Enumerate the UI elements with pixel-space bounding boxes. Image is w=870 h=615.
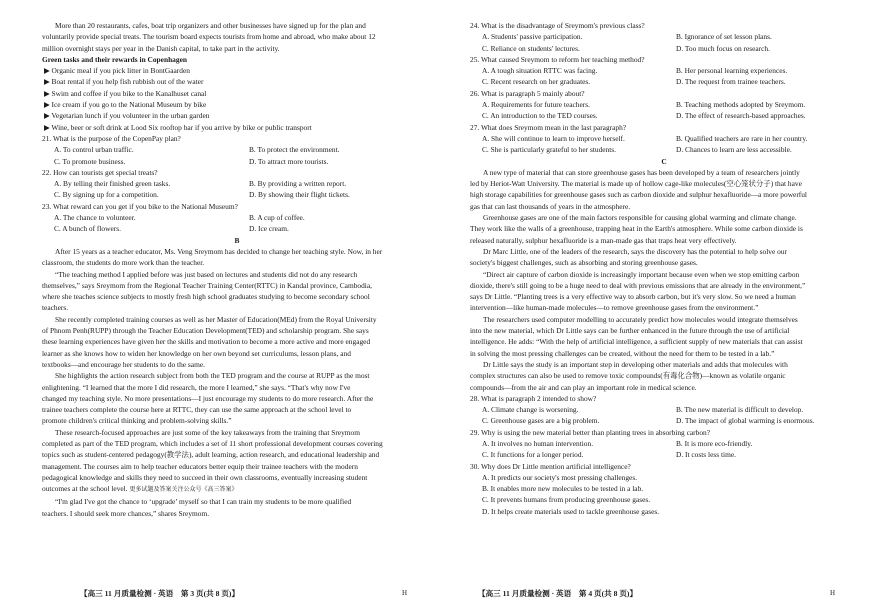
option-a: A. The chance to volunteer. — [54, 213, 136, 223]
options-row — [42, 212, 432, 223]
text-line: intelligence. He adds: “With the help of artificial intelligence, a sufficient supply of new materials that can assist — [470, 337, 803, 347]
options-row — [470, 449, 858, 460]
options-row — [42, 178, 432, 189]
text-line: Dr Marc Little, one of the leaders of the research, says the discovery has the potential to help solve our — [483, 246, 787, 256]
left-page-column — [42, 20, 432, 519]
question-29: 29. Why is using the new material better than planting trees in absorbing carbon? — [470, 427, 710, 437]
text-line: complex structures can also be used to remove toxic compounds(有毒化合物)—known as volatile organic — [470, 371, 786, 381]
text-line: She highlights the action research subject from both the TED program and the course at RUPP as the most — [55, 371, 370, 381]
text-line: gas that can last thousands of years in the atmosphere. — [470, 201, 631, 211]
text-line: textbooks—and encourage her students to do the same. — [42, 359, 205, 369]
option-a: A. It predicts our society's most pressing challenges. — [482, 472, 638, 482]
question-24: 24. What is the disadvantage of Sreymom's previous class? — [470, 21, 645, 30]
text-line: Dr Little says the study is an important step in developing other materials and adds that molecules with — [483, 359, 788, 369]
options-row — [470, 110, 858, 121]
option-c: C. By signing up for a competition. — [54, 190, 159, 200]
text-line: dioxide, there's still going to be a huge need to deal with previous emissions that are already in the environment,” — [470, 280, 806, 290]
page-footer-right: 【高三 11 月质量检测 · 英语 第 4 页(共 8 页)】 — [478, 589, 638, 598]
option-b: B. It is more eco-friendly. — [676, 438, 753, 448]
text-line: The researchers used computer modelling to accurately predict how molecules would integrate themselves — [483, 314, 798, 324]
text-line: After 15 years as a teacher educator, Ms. Veng Sreymom has decided to change her teaching style. Now, in her — [55, 246, 383, 256]
question-22: 22. How can tourists get special treats? — [42, 167, 158, 177]
question-26: 26. What is paragraph 5 mainly about? — [470, 88, 585, 98]
option-d: D. Ice cream. — [249, 224, 289, 234]
option-c: C. An introduction to the TED courses. — [482, 111, 598, 121]
option-d: D. Too much focus on research. — [676, 43, 770, 53]
option-b: B. A cup of coffee. — [249, 213, 305, 223]
list-item: ▶ Swim and coffee if you bike to the Kanalhuset canal — [44, 88, 207, 98]
option-b: B. Her personal learning experiences. — [676, 66, 788, 76]
text-line: intervention—like human-made molecules—to remove greenhouse gases from the environment.” — [470, 303, 759, 313]
question-27: 27. What does Sreymom mean in the last paragraph? — [470, 122, 627, 132]
option-a: A. By telling their finished green tasks. — [54, 179, 171, 189]
text-line: changed my teaching style. No more presentations—I just encourage my students to do more research. After the — [42, 393, 374, 403]
list-item: ▶ Ice cream if you go to the National Museum by bike — [44, 100, 207, 110]
text-line: “I'm glad I've got the chance to ‘upgrade’ myself so that I can train my students to be more qualified — [55, 497, 352, 507]
text-line: completed as part of the TED program, which includes a set of 11 short professional development courses covering — [42, 438, 383, 448]
text-line: “The teaching method I applied before was just based on lectures and students did not do any research — [55, 269, 358, 279]
option-a: A. Requirements for future teachers. — [482, 100, 590, 110]
options-row — [470, 76, 858, 87]
options-row — [470, 144, 858, 155]
text-line: “Direct air capture of carbon dioxide is increasingly important because even when we stop emitting carbon — [483, 269, 800, 279]
option-d: D. It costs less time. — [676, 450, 736, 460]
options-row — [470, 404, 858, 415]
passage-c — [470, 167, 858, 393]
text-line: of Phnom Penh(RUPP) through the Teacher Education Development(TED) and scholarship program. She says — [42, 326, 369, 336]
page-footer-left: 【高三 11 月质量检测 · 英语 第 3 页(共 8 页)】 — [80, 589, 240, 598]
options-row — [42, 223, 432, 234]
option-b: B. To protect the environment. — [249, 145, 340, 155]
options-row — [470, 99, 858, 110]
options-row — [470, 31, 858, 42]
watermark-note: 更多试题及答案关注公众号《高三答案》 — [129, 487, 238, 494]
text-line: says Dr Little. “Planting trees is a very effective way to absorb carbon, but it's very slow. So we need a human — [470, 292, 796, 302]
list-item: ▶ Wine, beer or soft drink at Lood Six rooftop bar if you arrive by bike or public transport — [44, 122, 312, 132]
option-a: A. To control urban traffic. — [54, 145, 134, 155]
option-b: B. The new material is difficult to develop. — [676, 405, 804, 415]
option-d: D. Chances to learn are less accessible. — [676, 145, 792, 155]
section-heading-c: C — [661, 156, 667, 166]
text-line: Greenhouse gases are one of the main factors responsible for causing global warming and climate change. — [483, 213, 797, 223]
options-row — [470, 133, 858, 144]
text-line: She recently completed training courses as well as her Master of Education(MEd) from the Royal University — [55, 314, 377, 324]
text-line: trainee teachers complete the course here at RTTC, they can use the same approach at the school level to — [42, 405, 352, 415]
option-a: A. A tough situation RTTC was facing. — [482, 66, 598, 76]
text-line — [42, 483, 432, 496]
text-line: where she teaches science subjects to mostly fresh high school graduates studying to become secondary school — [42, 292, 370, 302]
section-heading-b: B — [234, 235, 240, 245]
option-d: D. It helps create materials used to tackle greenhouse gases. — [482, 506, 660, 516]
options-row — [470, 43, 858, 54]
option-b: B. Ignorance of set lesson plans. — [676, 32, 772, 42]
page-mark-left: H — [402, 589, 408, 597]
section-title: Green tasks and their rewards in Copenhagen — [42, 54, 187, 64]
options-row — [42, 189, 432, 200]
text-line: promote children's critical thinking and problem-solving skills.” — [42, 416, 232, 426]
list-item: ▶ Boat rental if you help fish rubbish out of the water — [44, 77, 204, 87]
question-23: 23. What reward can you get if you bike to the National Museum? — [42, 201, 238, 211]
option-c: C. It functions for a longer period. — [482, 450, 584, 460]
options-row — [470, 438, 858, 449]
option-c: C. To promote business. — [54, 156, 126, 166]
option-b: B. Qualified teachers are rare in her country. — [676, 133, 808, 143]
option-d: D. By showing their flight tickets. — [249, 190, 350, 200]
question-21: 21. What is the purpose of the CopenPay plan? — [42, 133, 181, 143]
text-line: high storage capabilities for greenhouse gases such as carbon dioxide and sulphur hexafluoride—a more powerful — [470, 190, 807, 200]
text-line: released naturally, sulphur hexafluoride is a man-made gas that traps heat very effectively. — [470, 235, 737, 245]
text-line: million overnight stays per year in the Danish capital, to take part in the activity. — [42, 43, 280, 53]
option-c: C. It prevents humans from producing greenhouse gases. — [482, 495, 651, 505]
text-line: These research-focused approaches are just some of the key takeaways from the training that Sreymom — [55, 427, 360, 437]
option-d: D. The request from trainee teachers. — [676, 77, 786, 87]
text-line: led by Heriot-Watt University. The material is made up of hollow cage-like molecules(空心笼状分子) that have — [470, 179, 802, 189]
options-row — [42, 144, 432, 155]
option-c: C. A bunch of flowers. — [54, 224, 121, 234]
text-line: classroom, the students do more work than the teacher. — [42, 258, 205, 268]
text-line: enlightening. “I learned that the more I did research, the more I learned,” she says. “That's why now I've — [42, 382, 351, 392]
text-line: voluntarily provide special treats. The tourism board expects tourists from home and abroad, who make about 12 — [42, 32, 376, 42]
question-25: 25. What caused Sreymom to reform her teaching method? — [470, 54, 645, 64]
options-row — [470, 65, 858, 76]
option-d: D. The impact of global warming is enormous. — [676, 416, 815, 426]
text-line: themselves,” says Sreymom from the Regional Teacher Training Center(RTTC) in Kandal province, Cambodia, — [42, 280, 372, 290]
bullet-list — [42, 65, 432, 133]
text-line: They work like the walls of a greenhouse, trapping heat in the Earth's atmosphere. While some carbon dioxide is — [470, 224, 803, 234]
text-line: A new type of material that can store greenhouse gases has been developed by a team of researchers jointly — [483, 167, 800, 177]
list-item: ▶ Vegetarian lunch if you volunteer in the urban garden — [44, 111, 210, 121]
text-line: pedagogical knowledge and skills they need to succeed in their own classrooms, eventually increasing student — [42, 472, 368, 482]
text-line: management. The courses aim to help teacher educators better equip their trainee teachers with the modern — [42, 461, 358, 471]
option-a: A. Students' passive participation. — [482, 32, 583, 42]
option-b: B. It enables more new molecules to be tested in a lab. — [482, 484, 644, 494]
text-line: More than 20 restaurants, cafes, boat trip organizers and other businesses have signed up for the plan and — [55, 21, 366, 30]
option-c: C. Recent research on her graduates. — [482, 77, 591, 87]
text-line: learner as she knows how to widen her knowledge on her own beyond set curriculums, lesson plans, and — [42, 348, 351, 358]
text-span: outcomes at the school level. — [42, 484, 128, 494]
question-28: 28. What is paragraph 2 intended to show? — [470, 393, 597, 403]
text-line: teachers. I should seek more chances,” shares Sreymom. — [42, 508, 210, 518]
option-c: C. She is particularly grateful to her students. — [482, 145, 617, 155]
text-line: topics such as student-centered pedagogy(教学法), adult learning, action research, and educational leadership and — [42, 450, 380, 460]
option-c: C. Greenhouse gases are a big problem. — [482, 416, 600, 426]
intro-paragraph — [42, 20, 432, 54]
question-30: 30. Why does Dr Little mention artificial intelligence? — [470, 461, 631, 471]
options-row — [470, 415, 858, 426]
option-c: C. Reliance on students' lectures. — [482, 43, 580, 53]
list-item: ▶ Organic meal if you pick litter in BontGaarden — [44, 66, 190, 76]
option-d: D. To attract more tourists. — [249, 156, 329, 166]
option-a: A. Climate change is worsening. — [482, 405, 579, 415]
text-line: society's biggest challenges, such as absorbing and storing greenhouse gases. — [470, 258, 698, 268]
passage-b — [42, 246, 432, 519]
option-a: A. It involves no human intervention. — [482, 438, 594, 448]
text-line: into the new material, which Dr Little says can be further enhanced in the future through the use of artificial — [470, 326, 790, 336]
text-line: these learning experiences have given her the skills and motivation to become a more active and more engaged — [42, 337, 371, 347]
option-d: D. The effect of research-based approaches. — [676, 111, 806, 121]
text-line: teachers. — [42, 303, 69, 313]
options-row — [42, 156, 432, 167]
option-b: B. By providing a written report. — [249, 179, 347, 189]
right-page-column — [470, 20, 858, 517]
option-a: A. She will continue to learn to improve herself. — [482, 133, 625, 143]
text-line: in solving the most pressing challenges can be created, without the need for them to be tested in a lab.” — [470, 348, 775, 358]
option-b: B. Teaching methods adopted by Sreymom. — [676, 100, 806, 110]
text-line: compounds—from the air and can play an important role in medical science. — [470, 382, 697, 392]
page-mark-right: H — [830, 589, 836, 597]
